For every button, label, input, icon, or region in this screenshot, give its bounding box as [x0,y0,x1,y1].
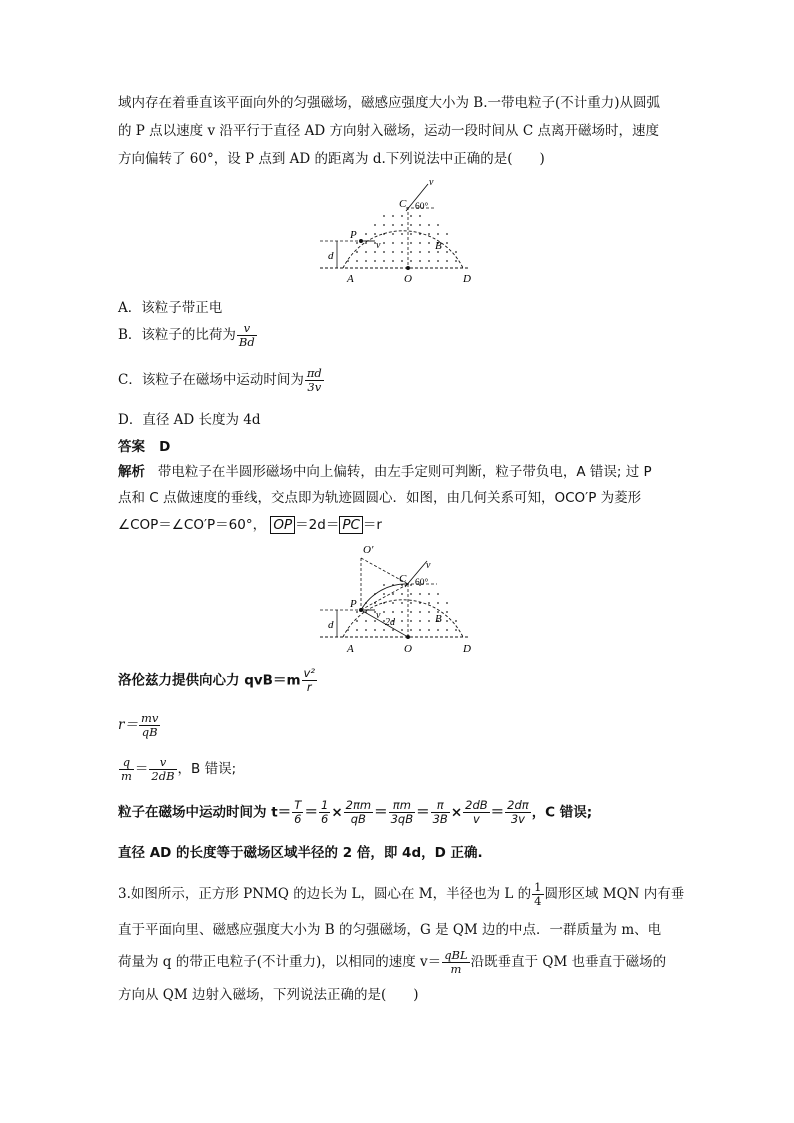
field-dot [392,233,394,235]
figure-trajectory-construction [315,540,475,660]
question-3-line-4: 方向从 QM 边射入磁场，下列说法正确的是( ) [118,987,419,1003]
field-dot [365,260,367,262]
analysis-label: 解析 [118,464,145,480]
field-dot [455,620,457,622]
fraction-numerator: T [292,799,303,813]
field-dot [356,611,358,613]
field-dot [455,251,457,253]
option-a: A．该粒子带正电 [118,300,223,316]
label-o: O [404,273,412,285]
label-o-prime: O′ [363,544,374,556]
field-dot [437,602,439,604]
field-dot [365,629,367,631]
field-dot [428,593,430,595]
question-2-line-1: 域内存在着垂直该平面向外的匀强磁场，磁感应强度大小为 B.一带电粒子(不计重力)从圆弧 [118,95,661,111]
label-a: A [347,273,354,285]
fraction-numerator: 2dB [465,798,488,812]
field-dot [392,251,394,253]
fraction-numerator: mv [140,711,159,725]
field-dot [419,260,421,262]
fraction-numerator: 2πm [345,798,372,812]
fraction-denominator: 3B [432,812,448,826]
field-dot [383,251,385,253]
label-c: C [399,198,407,210]
field-dot [419,620,421,622]
fraction-numerator: π [431,799,450,813]
label-c: C [399,573,407,585]
field-dot [383,629,385,631]
fraction-numerator: 1 [320,798,329,812]
field-dot [383,224,385,226]
field-dot [401,593,403,595]
field-dot [446,260,448,262]
field-dot [392,215,394,217]
field-dot [356,251,358,253]
analysis-line-3 [118,511,678,539]
equation-4 [118,799,592,826]
question-3-line-1 [118,880,685,908]
question-3-text-1b: 圆形区域 MQN 内有垂 [544,886,685,902]
eq4-frac-4 [389,799,416,826]
field-dot [410,593,412,595]
point-p [359,608,363,612]
label-v-entry: v [376,240,381,251]
option-d: D．直径 AD 长度为 4d [118,412,261,428]
field-dot [410,224,412,226]
option-b-fraction [237,322,257,349]
fraction-numerator: q [119,756,134,770]
field-dot [437,224,439,226]
field-dot [428,602,430,604]
semicircle-boundary [343,231,463,268]
field-dot [410,620,412,622]
field-dot [446,602,448,604]
field-dot [401,224,403,226]
field-dot [383,611,385,613]
question-3-line-2: 直于平面向里、磁感应强度大小为 B 的匀强磁场，G 是 QM 边的中点．一群质量为 m、电 [118,922,662,938]
analysis-text-3c: ＝r [362,517,382,533]
fraction-numerator: 2dπ [507,798,529,812]
fraction-denominator: qB [141,725,158,739]
equation-1-text: 洛伦兹力提供向心力 qvB＝m [118,672,301,689]
fraction-numerator: 1 [534,880,542,894]
eq4-frac-7 [505,799,531,826]
fraction-numerator: qBL [444,948,468,962]
field-dot [410,242,412,244]
fraction-denominator: v [472,812,480,826]
equation-3-fraction-2 [149,756,176,783]
point-o [406,635,410,639]
label-b: B [435,240,442,252]
field-dot [419,611,421,613]
field-dot [401,620,403,622]
analysis-text-3b: ＝2d＝ [295,517,340,533]
label-o: O [404,643,412,655]
option-c-text: C．该粒子在磁场中运动时间为 [118,372,304,388]
equation-3-suffix: ，B 错误; [177,761,237,777]
field-dot [428,260,430,262]
field-dot [410,602,412,604]
field-dot [356,620,358,622]
option-b [118,322,258,349]
equation-1 [118,667,318,694]
fraction-numerator: πm [389,799,416,813]
field-dot [392,629,394,631]
operator: ＝ [416,804,430,821]
operator: ＝ [490,804,505,821]
field-dot [401,242,403,244]
point-o [406,266,410,270]
field-dot [383,242,385,244]
field-dot [419,215,421,217]
field-dot [410,215,412,217]
field-dot [410,251,412,253]
field-dot [428,611,430,613]
field-dot [365,620,367,622]
field-dot [419,242,421,244]
analysis-text-3a: ∠COP＝∠CO′P＝60°， [118,517,267,533]
field-dot [374,260,376,262]
field-dot [347,260,349,262]
fraction-denominator: m [450,962,462,976]
label-v-exit: v [426,560,431,571]
boxed-op: OP [270,516,295,534]
field-dot [365,233,367,235]
field-dot [419,251,421,253]
equation-3 [118,756,236,783]
eq4-frac-5 [431,799,450,826]
field-dot [383,260,385,262]
analysis-line-2: 点和 C 点做速度的垂线，交点即为轨迹圆圆心．如图，由几何关系可知，OCO′P 为菱形 [118,490,642,506]
question-2-line-2: 的 P 点以速度 v 沿平行于直径 AD 方向射入磁场，运动一段时间从 C 点离开磁场时，速度 [118,123,659,139]
fraction-denominator: 2dB [151,769,175,783]
field-dot [428,224,430,226]
field-dot [428,242,430,244]
field-dot [356,629,358,631]
boxed-pc: PC [339,516,363,534]
answer-label: 答案 [118,439,145,455]
field-dot [374,629,376,631]
fraction-denominator: Bd [238,335,255,349]
eq4-frac-2 [319,799,330,826]
field-dot [446,233,448,235]
label-p: P [350,598,357,610]
fraction-denominator: 4 [534,894,542,908]
eq4-frac-6 [463,799,490,826]
equation-2-fraction [139,712,160,739]
field-dot [428,629,430,631]
field-dot [374,233,376,235]
field-dot [374,224,376,226]
option-b-text: B．该粒子的比荷为 [118,327,236,343]
operator: × [450,804,463,821]
label-60deg: 60° [415,578,429,588]
question-3-line-3 [118,948,678,976]
field-dot [428,233,430,235]
fraction-numerator: v [237,322,257,336]
question-3-text-1a: 3.如图所示，正方形 PNMQ 的边长为 L，圆心在 M，半径也为 L 的 [118,886,532,902]
operator: ＝ [304,804,318,821]
chord-p-c [361,584,408,610]
equation-2 [118,712,161,739]
field-dot [392,242,394,244]
option-c-fraction [305,367,324,394]
field-dot [437,233,439,235]
eq4-frac-3 [344,799,373,826]
field-dot [401,260,403,262]
fraction-denominator: r [306,680,312,694]
equals-sign: ＝ [134,761,149,777]
equation-1-fraction [302,667,317,694]
field-dot [428,620,430,622]
field-dot [392,224,394,226]
field-dot [401,215,403,217]
field-dot [383,215,385,217]
field-dot [347,629,349,631]
field-dot [401,233,403,235]
answer-value: D [159,439,171,455]
fraction-denominator: 3qB [390,812,414,826]
field-dot [437,629,439,631]
question-2-line-3: 方向偏转了 60°，设 P 点到 AD 的距离为 d.下列说法中正确的是( ) [118,151,545,167]
operator: ＝ [374,804,388,821]
field-dot [437,593,439,595]
label-d-point: D [463,643,471,655]
fraction-denominator: 6 [320,812,329,826]
label-60deg: 60° [415,202,429,212]
field-dot [446,629,448,631]
field-dot [365,251,367,253]
label-2d: 2d [385,617,395,628]
field-dot [392,611,394,613]
equation-5: 直径 AD 的长度等于磁场区域半径的 2 倍，即 4d，D 正确. [118,845,483,861]
equation-4-text: 粒子在磁场中运动时间为 t＝ [118,804,292,821]
fraction-denominator: qB [350,812,366,826]
quarter-fraction [532,881,543,908]
fraction-denominator: 3v [307,380,322,394]
fraction-denominator: m [121,769,132,783]
field-dot [446,251,448,253]
field-dot [401,251,403,253]
field-dot [383,584,385,586]
fraction-numerator: v [149,756,176,770]
point-p [359,239,363,243]
field-dot [419,224,421,226]
field-dot [455,629,457,631]
velocity-fraction [442,949,469,976]
question-3-text-3b: 沿既垂直于 QM 也垂直于磁场的 [470,954,667,970]
analysis-line-1 [118,458,678,486]
field-dot [455,260,457,262]
field-dot [401,602,403,604]
field-dot [365,242,367,244]
eq4-frac-1 [292,799,303,826]
question-3-text-3a: 荷量为 q 的带正电粒子(不计重力)，以相同的速度 v＝ [118,954,442,970]
label-a: A [347,643,354,655]
operator: × [331,804,343,821]
field-dot [410,629,412,631]
field-dots [347,215,457,262]
field-dot [401,611,403,613]
field-dot [374,251,376,253]
field-dot [401,629,403,631]
field-dot [446,242,448,244]
field-dot [392,260,394,262]
equation-2-text: r＝ [118,717,138,733]
label-d: d [328,250,334,262]
fraction-numerator: πd [306,366,322,380]
label-v-exit: v [429,177,434,188]
field-dot [419,593,421,595]
field-dot [392,593,394,595]
field-dot [356,260,358,262]
label-v-entry: v [376,610,381,621]
answer-line [118,435,170,455]
field-dot [410,233,412,235]
field-dot [356,242,358,244]
fraction-denominator: 6 [294,812,302,826]
label-b: B [435,613,442,625]
field-dot [383,593,385,595]
field-dot [392,602,394,604]
fraction-numerator: v² [303,666,315,680]
field-dot [446,620,448,622]
equation-4-suffix: ，C 错误; [531,804,593,821]
field-dot [437,260,439,262]
label-d: d [328,619,334,631]
field-dot [410,260,412,262]
field-dot [410,611,412,613]
figure-semicircle-field [315,175,475,290]
field-dot [428,251,430,253]
label-d-point: D [463,273,471,285]
option-c [118,367,325,394]
field-dot [446,611,448,613]
equation-3-fraction-1 [119,756,134,783]
fraction-denominator: 3v [510,812,525,826]
label-p: P [350,229,357,241]
field-dot [419,629,421,631]
analysis-text-1: 带电粒子在半圆形磁场中向上偏转，由左手定则可判断，粒子带负电，A 错误; 过 P [157,464,652,480]
